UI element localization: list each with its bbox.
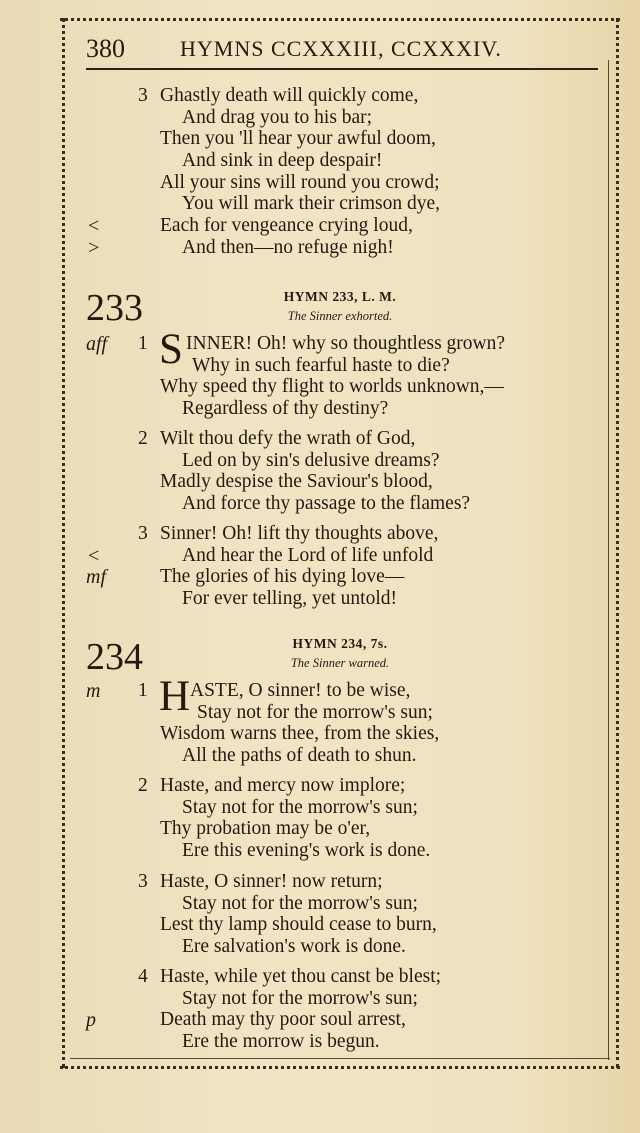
drop-cap: H — [159, 673, 191, 720]
verse-line: Ghastly death will quickly come, — [160, 85, 419, 106]
verse-line: ASTE, O sinner! to be wise, — [190, 680, 411, 701]
verse-line: Ere this evening's work is done. — [182, 840, 431, 861]
verse-line: Death may thy poor soul arrest, — [160, 1009, 406, 1030]
verse-line: And hear the Lord of life unfold — [182, 545, 434, 566]
ornamental-border-left — [62, 18, 65, 1068]
inner-rule-right — [608, 60, 609, 1060]
verse-line: And sink in deep despair! — [182, 150, 383, 171]
verse-line: All the paths of death to shun. — [182, 745, 417, 766]
verse-line: The glories of his dying love— — [160, 566, 405, 587]
verse-line: Ere the morrow is begun. — [182, 1031, 380, 1052]
stanza-number: 1 — [138, 680, 148, 701]
ornamental-border-top — [60, 18, 620, 21]
verse-line: Stay not for the morrow's sun; — [197, 702, 433, 723]
verse-line: Why speed thy flight to worlds unknown,— — [160, 376, 504, 397]
verse-line: INNER! Oh! why so thoughtless grown? — [186, 333, 506, 354]
hymn-title-233: HYMN 233, L. M. — [283, 289, 397, 304]
hymn-subtitle-234: The Sinner warned. — [290, 656, 390, 670]
verse-line: Lest thy lamp should cease to burn, — [160, 914, 437, 935]
verse-line: Why in such fearful haste to die? — [192, 355, 450, 376]
ornamental-border-bottom — [60, 1066, 620, 1069]
verse-line: Each for vengeance crying loud, — [160, 215, 413, 236]
crescendo-mark: < — [88, 545, 100, 567]
verse-line: Stay not for the morrow's sun; — [182, 988, 418, 1009]
hymn-number-234: 234 — [86, 636, 143, 678]
drop-cap: S — [159, 326, 183, 373]
inner-rule-bottom — [70, 1058, 610, 1059]
dynamic-mark-mf: mf — [86, 566, 106, 588]
verse-line: Ere salvation's work is done. — [182, 936, 406, 957]
verse-line: Stay not for the morrow's sun; — [182, 797, 418, 818]
verse-line: Then you 'll hear your awful doom, — [160, 128, 436, 149]
verse-line: Led on by sin's delusive dreams? — [182, 450, 440, 471]
verse-line: Sinner! Oh! lift thy thoughts above, — [160, 523, 439, 544]
verse-line: All your sins will round you crowd; — [160, 172, 440, 193]
verse-line: And force thy passage to the flames? — [182, 493, 471, 514]
stanza-number: 3 — [138, 523, 148, 544]
verse-line: Wilt thou defy the wrath of God, — [160, 428, 416, 449]
verse-line: Wisdom warns thee, from the skies, — [160, 723, 440, 744]
verse-line: Thy probation may be o'er, — [160, 818, 371, 839]
decrescendo-mark: > — [88, 237, 100, 259]
dynamic-mark-m: m — [86, 680, 101, 702]
stanza-number: 1 — [138, 333, 148, 354]
page-header — [86, 34, 598, 70]
verse-line: Haste, while yet thou canst be blest; — [160, 966, 442, 987]
verse-line: Stay not for the morrow's sun; — [182, 893, 418, 914]
verse-line: Haste, O sinner! now return; — [160, 871, 383, 892]
dynamic-mark-p: p — [86, 1009, 96, 1031]
stanza-number: 3 — [138, 871, 148, 892]
page-number: 380 — [86, 34, 125, 63]
verse-line: You will mark their crimson dye, — [182, 193, 440, 214]
stanza-number: 3 — [138, 85, 148, 106]
crescendo-mark: < — [88, 215, 100, 237]
hymn-number-233: 233 — [86, 287, 143, 329]
ornamental-border-right — [616, 18, 619, 1068]
verse-line: For ever telling, yet untold! — [182, 588, 397, 609]
dynamic-mark-aff: aff — [86, 333, 108, 355]
stanza-number: 2 — [138, 775, 148, 796]
stanza-number: 2 — [138, 428, 148, 449]
verse-line: Madly despise the Saviour's blood, — [160, 471, 433, 492]
verse-line: And then—no refuge nigh! — [182, 237, 394, 258]
running-title: HYMNS CCXXXIII, CCXXXIV. — [180, 36, 502, 61]
verse-line: Regardless of thy destiny? — [182, 398, 389, 419]
verse-line: And drag you to his bar; — [182, 107, 373, 128]
verse-line: Haste, and mercy now implore; — [160, 775, 406, 796]
hymn-subtitle-233: The Sinner exhorted. — [287, 309, 393, 323]
hymn-title-234: HYMN 234, 7s. — [292, 636, 388, 651]
stanza-number: 4 — [138, 966, 148, 987]
